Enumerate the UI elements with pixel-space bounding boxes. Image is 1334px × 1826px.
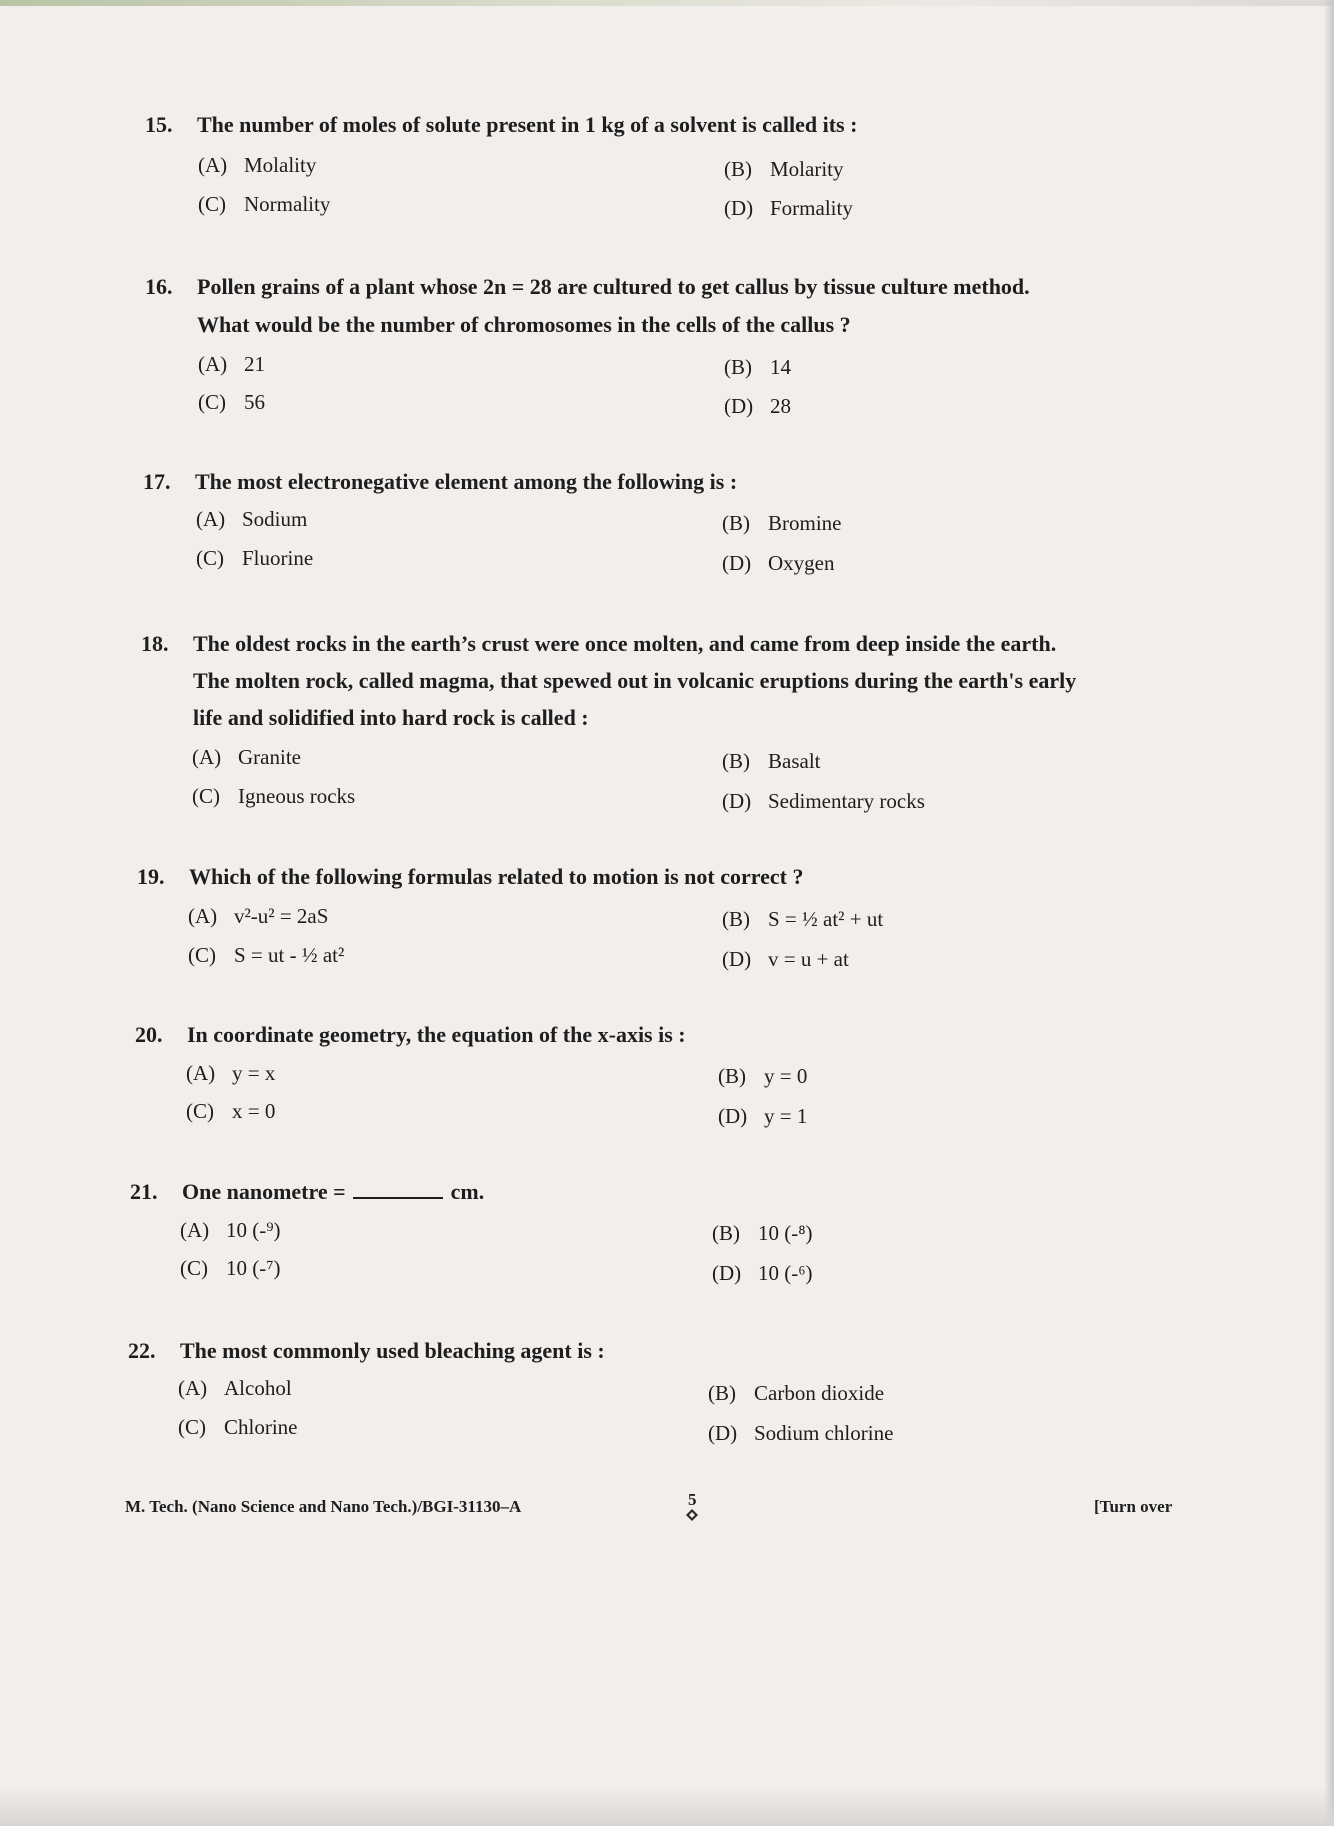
option-a: (A) v²-u² = 2aS — [188, 904, 329, 928]
question-text: The oldest rocks in the earth’s crust were once molten, and came from deep inside the earth. — [193, 631, 1057, 656]
question-text: The most commonly used bleaching agent is : — [180, 1338, 605, 1363]
question-text: One nanometre = cm. — [182, 1179, 485, 1204]
diamond-ornament-icon — [686, 1509, 698, 1521]
scan-edge-top — [0, 0, 1334, 6]
question-text: In coordinate geometry, the equation of the x-axis is : — [187, 1022, 686, 1047]
question-text: The number of moles of solute present in 1 kg of a solvent is called its : — [197, 112, 858, 137]
option-d: (D) Oxygen — [722, 551, 835, 575]
option-b: (B) Bromine — [722, 511, 842, 535]
option-d: (D) y = 1 — [718, 1104, 808, 1128]
question-text: life and solidified into hard rock is called : — [193, 705, 589, 730]
option-c: (C) Normality — [198, 192, 331, 216]
option-c: (C) 56 — [198, 390, 265, 414]
option-b: (B) y = 0 — [718, 1064, 808, 1088]
option-c: (C) Chlorine — [178, 1415, 298, 1439]
option-a: (A) 10 (-⁹) — [180, 1218, 281, 1242]
option-d: (D) 28 — [724, 394, 791, 418]
option-b: (B) Carbon dioxide — [708, 1381, 885, 1405]
scan-edge-bottom — [0, 1786, 1334, 1826]
answer-blank — [353, 1179, 443, 1199]
option-d: (D) 10 (-⁶) — [712, 1261, 813, 1285]
question-number: 20. — [135, 1022, 163, 1047]
scan-edge-right — [1324, 0, 1334, 1826]
paper-code: M. Tech. (Nano Science and Nano Tech.)/BGI-31130–A — [125, 1497, 522, 1516]
option-b: (B) Molarity — [724, 157, 844, 181]
question-number: 22. — [128, 1338, 156, 1363]
option-c: (C) x = 0 — [186, 1099, 276, 1123]
option-d: (D) Sodium chlorine — [708, 1421, 894, 1445]
turn-over-note: [Turn over — [1094, 1497, 1173, 1516]
question-text: The most electronegative element among the following is : — [195, 469, 738, 494]
question-number: 16. — [145, 274, 173, 299]
option-a: (A) Sodium — [196, 507, 308, 531]
question-text: The molten rock, called magma, that spewed out in volcanic eruptions during the earth's early — [193, 668, 1077, 693]
option-b: (B) Basalt — [722, 749, 821, 773]
option-d: (D) Formality — [724, 196, 853, 220]
option-d: (D) v = u + at — [722, 947, 849, 971]
question-text: What would be the number of chromosomes in the cells of the callus ? — [197, 312, 851, 337]
option-a: (A) Molality — [198, 153, 317, 177]
question-number: 17. — [143, 469, 171, 494]
option-a: (A) y = x — [186, 1061, 276, 1085]
option-a: (A) 21 — [198, 352, 265, 376]
option-b: (B) 10 (-⁸) — [712, 1221, 813, 1245]
option-a: (A) Granite — [192, 745, 301, 769]
question-number: 18. — [141, 631, 169, 656]
question-number: 19. — [137, 864, 165, 889]
option-a: (A) Alcohol — [178, 1376, 292, 1400]
question-text: Which of the following formulas related to motion is not correct ? — [189, 864, 804, 889]
option-d: (D) Sedimentary rocks — [722, 789, 925, 813]
option-c: (C) 10 (-⁷) — [180, 1256, 281, 1280]
option-b: (B) S = ½ at² + ut — [722, 907, 884, 931]
option-b: (B) 14 — [724, 355, 791, 379]
option-c: (C) Igneous rocks — [192, 784, 356, 808]
page-number: 5 — [688, 1490, 697, 1509]
question-text: Pollen grains of a plant whose 2n = 28 are cultured to get callus by tissue culture method. — [197, 274, 1030, 299]
question-number: 21. — [130, 1179, 158, 1204]
option-c: (C) S = ut - ½ at² — [188, 943, 345, 967]
option-c: (C) Fluorine — [196, 546, 314, 570]
question-number: 15. — [145, 112, 173, 137]
